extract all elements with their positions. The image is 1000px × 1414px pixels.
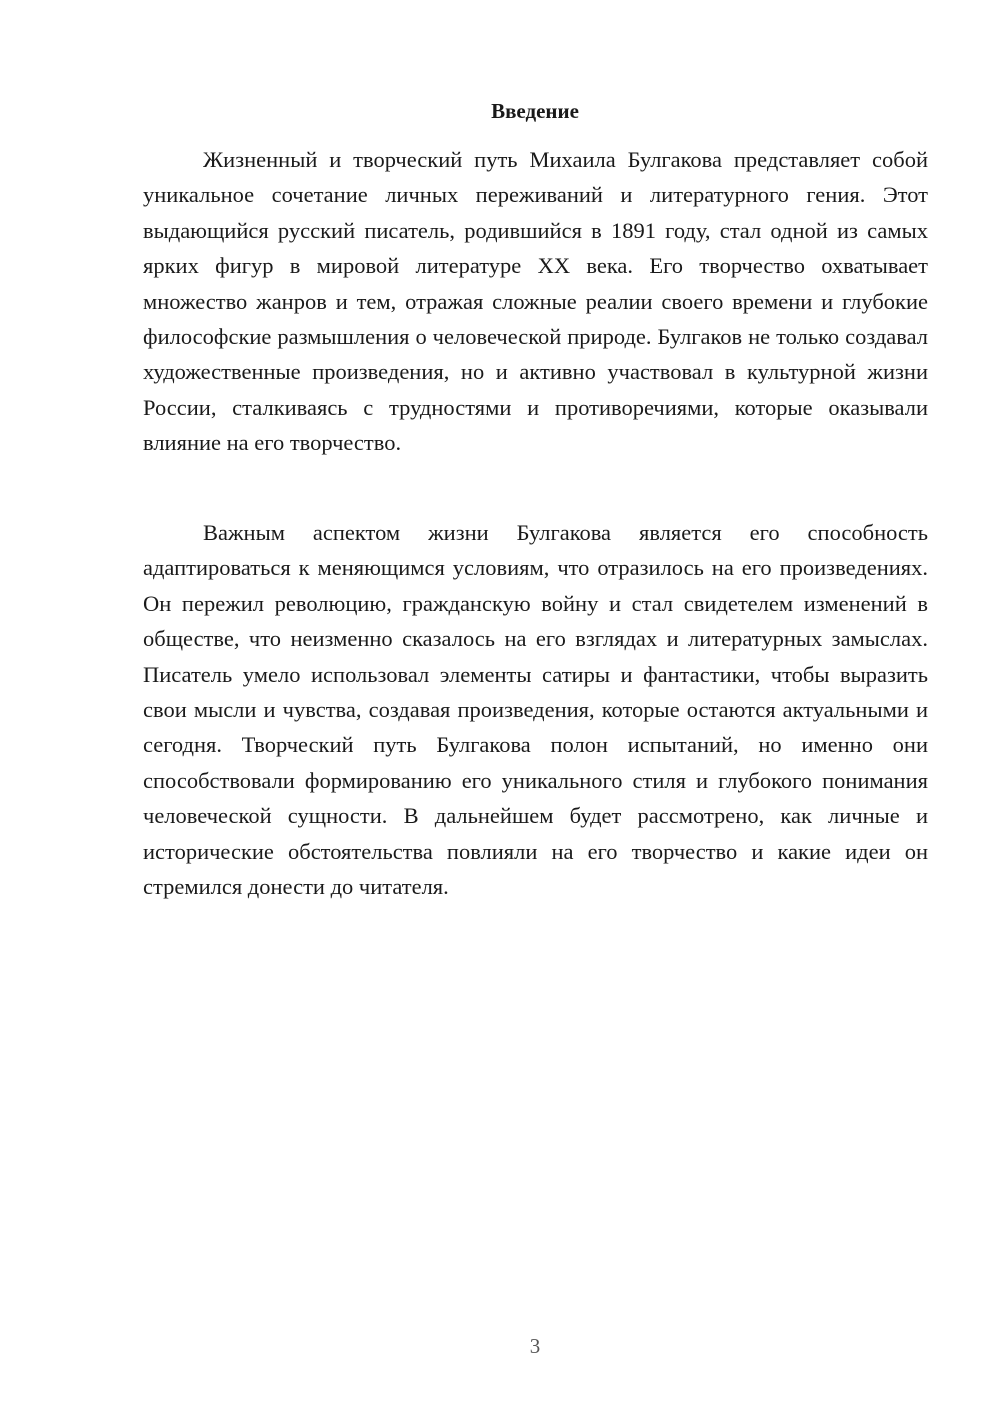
section-title: Введение: [491, 99, 579, 123]
page-number: 3: [529, 1334, 541, 1358]
paragraph-1: Жизненный и творческий путь Михаила Булгакова представляет собой уникальное сочетание личных переживаний и литературного гения. Этот выдающийся русский писатель, родившийся в 1891 году, стал одной из самых ярких фигур в мировой литературе XX века. Его творчество охватывает множество жанров и тем, отражая сложные реалии своего времени и глубокие философские размышления о человеческой природе. Булгаков не только создавал художественные произведения, но и активно участвовал в культурной жизни России, сталкиваясь с трудностями и противоречиями, которые оказывали влияние на его творчество.: [143, 147, 928, 456]
paragraph-2: Важным аспектом жизни Булгакова является его способность адаптироваться к меняющимся условиям, что отразилось на его произведениях. Он пережил революцию, гражданскую войну и стал свидетелем изменений в обществе, что неизменно сказалось на его взглядах и литературных замыслах. Писатель умело использовал элементы сатиры и фантастики, чтобы выразить свои мысли и чувства, создавая произведения, которые остаются актуальными и сегодня. Творческий путь Булгакова полон испытаний, но именно они способствовали формированию его уникального стиля и глубокого понимания человеческой сущности. В дальнейшем будет рассмотрено, как личные и исторические обстоятельства повлияли на его творчество и какие идеи он стремился донести до читателя.: [143, 520, 928, 900]
